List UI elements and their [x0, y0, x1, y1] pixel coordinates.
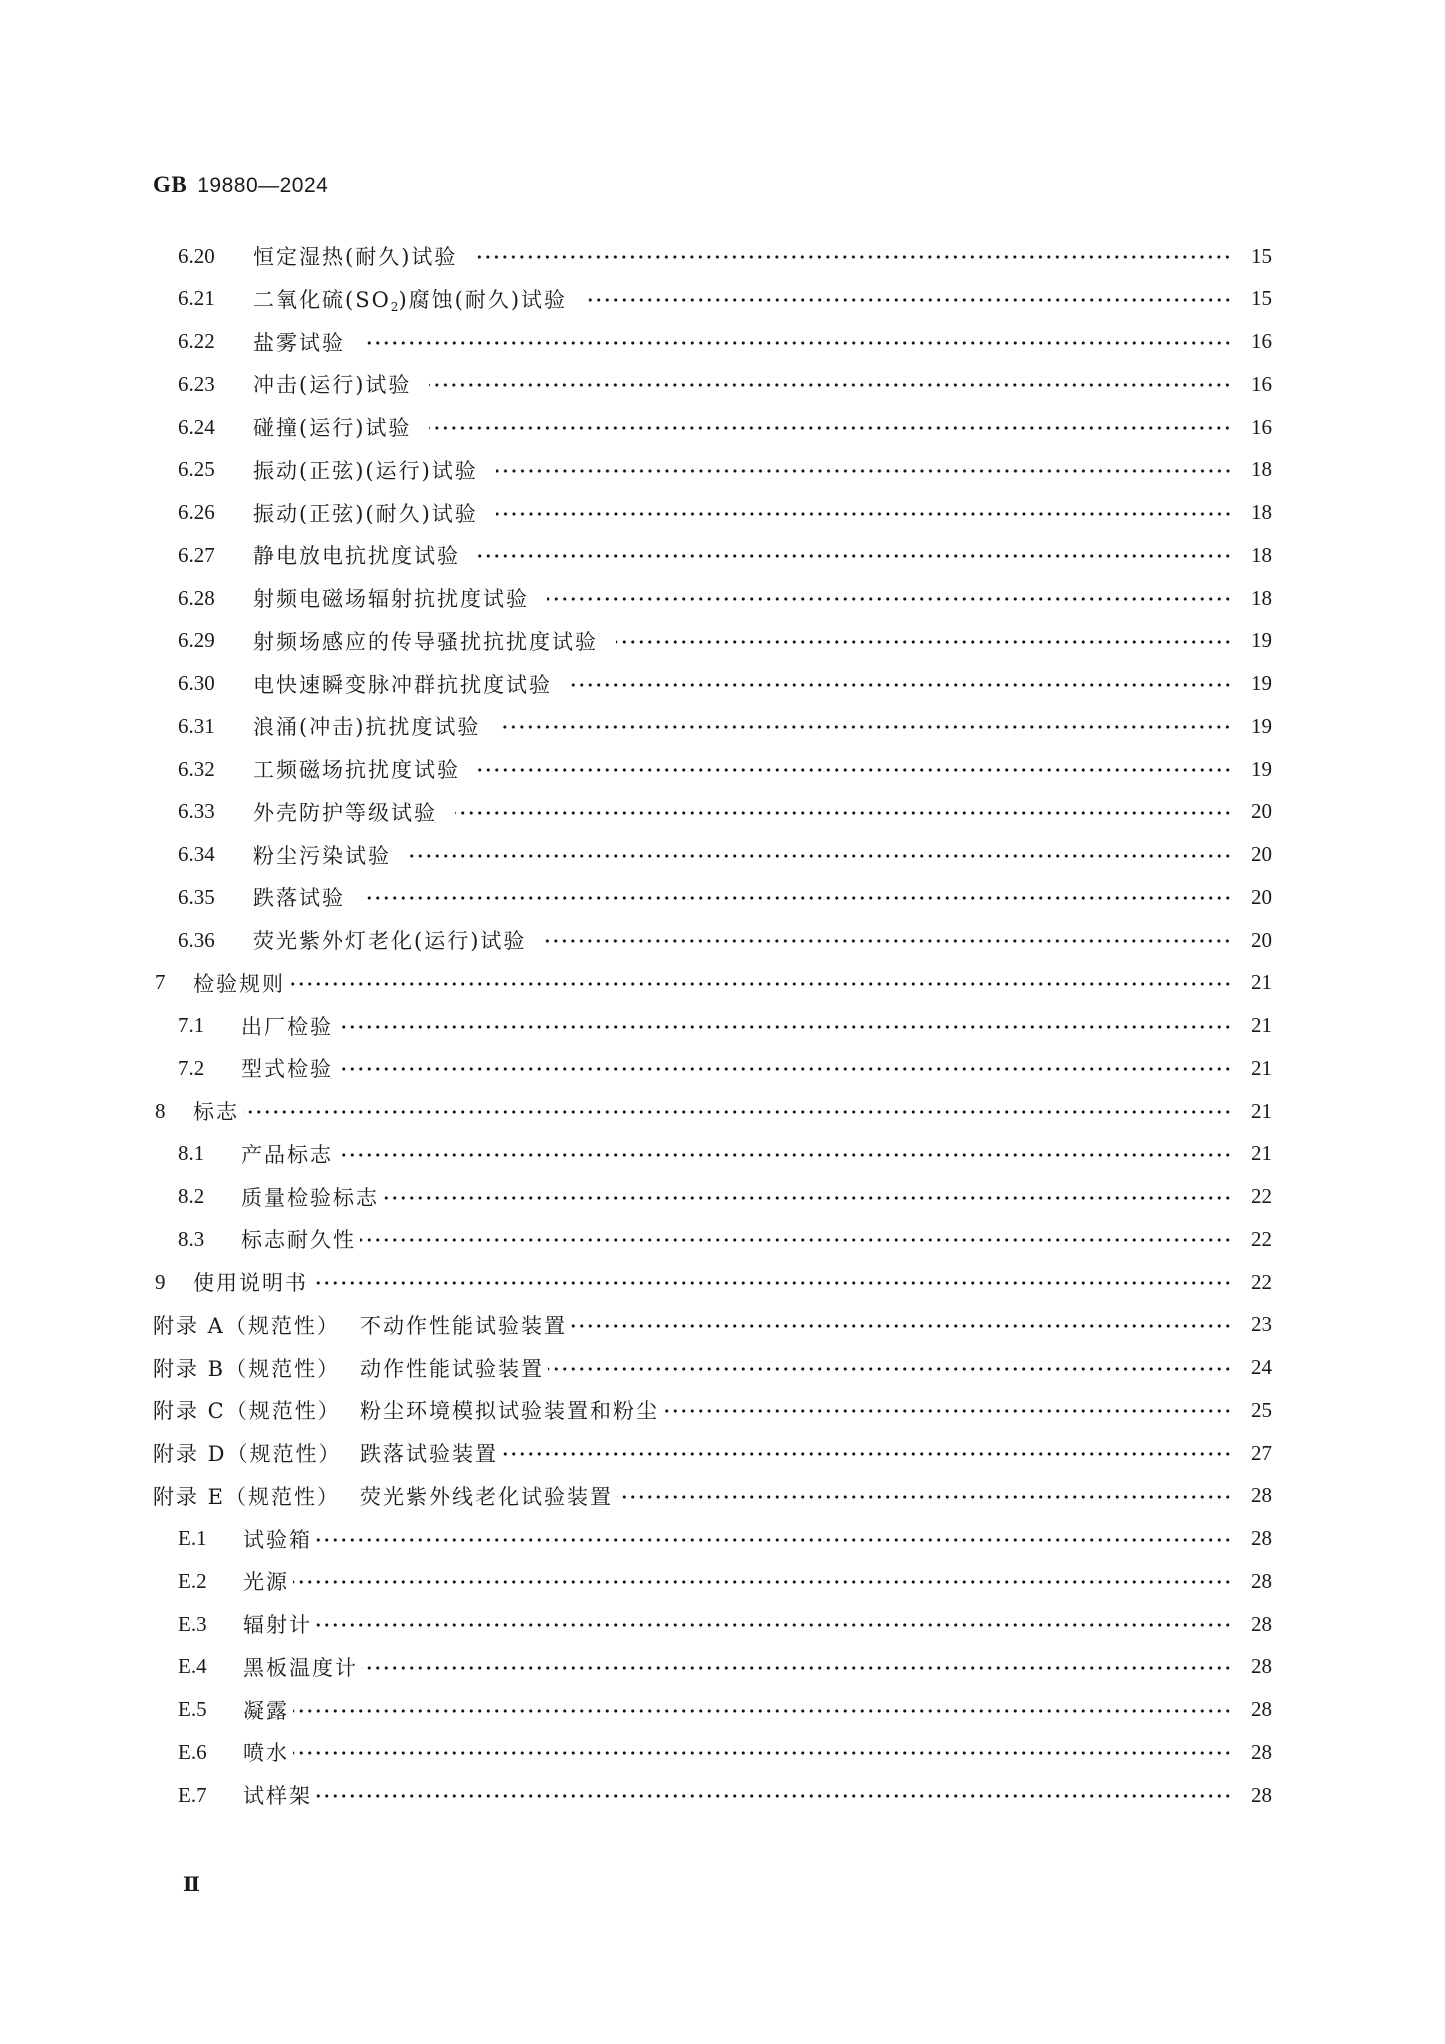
toc-entry[interactable] [0, 1775, 1445, 1815]
toc-entry-number: 6.26 [178, 500, 215, 524]
document-header [153, 172, 328, 198]
dot-leader [360, 1238, 1232, 1242]
dot-leader [502, 1452, 1232, 1456]
toc-entry-number: E.3 [178, 1611, 207, 1636]
toc-entry-number: 6.21 [178, 286, 215, 311]
toc-entry-number: 6.27 [178, 542, 215, 567]
toc-entry-number: 6.20 [178, 243, 215, 268]
toc-entry-number: 7.1 [178, 1013, 205, 1037]
toc-entry-number: 6.35 [178, 884, 215, 909]
dot-leader [570, 683, 1232, 687]
toc-entry-title: 试验箱 [243, 1527, 312, 1552]
toc-entry-page: 19 [1251, 713, 1272, 738]
toc-entry-page: 20 [1251, 799, 1272, 824]
toc-entry-page: 15 [1251, 243, 1272, 268]
toc-entry-title: 标志耐久性 [241, 1228, 356, 1253]
toc-entry-page: 21 [1251, 970, 1272, 995]
toc-entry-number: E.6 [178, 1739, 207, 1764]
toc-entry[interactable] [0, 407, 1445, 447]
toc-entry-page: 28 [1251, 1654, 1272, 1679]
dot-leader [585, 298, 1232, 302]
dot-leader [337, 1067, 1232, 1071]
toc-entry-title: 跌落试验 [253, 886, 345, 911]
toc-entry-number: 8.1 [178, 1141, 205, 1166]
toc-entry-title: 质量检验标志 [241, 1185, 379, 1210]
dot-leader [571, 1324, 1232, 1328]
toc-entry-number: 6.24 [178, 414, 215, 439]
toc-entry-title: 外壳防护等级试验 [253, 800, 437, 825]
toc-entry-page: 22 [1251, 1269, 1272, 1294]
toc-entry[interactable] [0, 1647, 1445, 1687]
toc-entry-title: 盐雾试验 [253, 330, 345, 355]
toc-entry-number: 6.25 [178, 457, 215, 482]
toc-entry-number: 8 [155, 1098, 166, 1123]
toc-entry[interactable] [0, 963, 1445, 1003]
toc-entry[interactable] [0, 920, 1445, 960]
toc-entry-title: 跌落试验装置 [360, 1442, 498, 1466]
toc-entry[interactable] [0, 364, 1445, 404]
toc-entry-title: 恒定湿热(耐久)试验 [253, 245, 458, 269]
toc-entry-number: 6.36 [178, 927, 215, 952]
toc-entry-number: 6.30 [178, 671, 215, 695]
toc-entry-title: 静电放电抗扰度试验 [253, 544, 460, 569]
toc-entry-number: 6.32 [178, 756, 215, 781]
toc-entry-title: 产品标志 [241, 1142, 333, 1167]
toc-entry[interactable] [0, 1390, 1445, 1430]
toc-entry-number: 9 [155, 1269, 166, 1294]
toc-entry-title: 标志 [193, 1100, 239, 1124]
toc-entry-title: 二氧化硫$(SO_2)$腐蚀(耐久)试验 [253, 287, 568, 314]
toc-entry[interactable] [0, 1006, 1445, 1046]
toc-entry-title: 碰撞(运行)试验 [253, 416, 412, 440]
toc-entry-title: 辐射计 [243, 1613, 312, 1637]
toc-entry[interactable] [0, 236, 1445, 276]
toc-entry-page: 19 [1251, 756, 1272, 781]
dot-leader [663, 1409, 1232, 1413]
toc-entry-page: 15 [1251, 286, 1272, 311]
toc-entry-page: 21 [1251, 1013, 1272, 1037]
toc-entry-title: 射频场感应的传导骚扰抗扰度试验 [253, 629, 598, 654]
toc-entry[interactable] [0, 279, 1445, 319]
toc-entry-title: 冲击(运行)试验 [253, 373, 412, 398]
toc-entry-page: 19 [1251, 628, 1272, 653]
toc-entry-title: 出厂检验 [241, 1014, 333, 1039]
toc-entry[interactable] [0, 1433, 1445, 1473]
toc-entry[interactable] [0, 535, 1445, 575]
toc-entry-title: 型式检验 [241, 1057, 333, 1082]
toc-entry-page: 28 [1251, 1483, 1272, 1508]
toc-entry[interactable] [0, 1305, 1445, 1345]
toc-entry-number: 6.28 [178, 585, 215, 610]
dot-leader [362, 1666, 1232, 1670]
dot-leader [544, 939, 1232, 943]
toc-entry[interactable] [0, 578, 1445, 618]
toc-entry-page: 21 [1251, 1055, 1272, 1080]
toc-entry-title: 振动(正弦)(耐久)试验 [253, 501, 478, 526]
dot-leader [363, 341, 1232, 345]
toc-entry[interactable] [0, 1348, 1445, 1388]
toc-entry-number: 6.23 [178, 371, 215, 396]
dot-leader [293, 1580, 1232, 1584]
dot-leader [312, 1281, 1232, 1285]
toc-entry-number: 6.34 [178, 842, 215, 866]
toc-entry-page: 20 [1251, 927, 1272, 952]
toc-entry-page: 21 [1251, 1141, 1272, 1166]
toc-entry[interactable] [0, 322, 1445, 362]
toc-entry[interactable] [0, 1048, 1445, 1088]
toc-entry[interactable] [0, 621, 1445, 661]
toc-entry-title: 浪涌(冲击)抗扰度试验 [253, 715, 481, 740]
dot-leader [496, 469, 1232, 473]
dot-leader [383, 1196, 1232, 1200]
dot-leader [293, 1709, 1232, 1713]
toc-entry-title: 光源 [243, 1570, 289, 1595]
toc-entry-number: E.2 [178, 1568, 207, 1593]
toc-entry[interactable] [0, 749, 1445, 789]
toc-entry-number: 附录 E（规范性） [153, 1484, 341, 1509]
toc-entry-page: 25 [1251, 1397, 1272, 1422]
toc-entry-title: 喷水 [243, 1741, 289, 1766]
toc-entry[interactable] [0, 1091, 1445, 1131]
toc-entry-number: 附录 C（规范性） [153, 1399, 341, 1424]
toc-entry-title: 射频电磁场辐射抗扰度试验 [253, 587, 529, 611]
toc-entry-number: 6.29 [178, 628, 215, 653]
toc-entry-title: 试样架 [243, 1784, 312, 1808]
dot-leader [496, 512, 1232, 516]
dot-leader [548, 1367, 1232, 1371]
toc-entry[interactable] [0, 1177, 1445, 1217]
toc-entry-number: 附录 A（规范性） [153, 1313, 340, 1338]
toc-entry-page: 18 [1251, 542, 1272, 567]
toc-entry-title: 工频磁场抗扰度试验 [253, 758, 460, 782]
toc-entry[interactable] [0, 792, 1445, 832]
toc-entry-number: 7 [155, 970, 166, 995]
toc-entry-page: 22 [1251, 1226, 1272, 1251]
dot-leader [316, 1538, 1232, 1542]
toc-entry-title: 粉尘污染试验 [253, 843, 391, 868]
toc-entry[interactable] [0, 1476, 1445, 1516]
dot-leader [243, 1110, 1232, 1114]
toc-entry[interactable] [0, 877, 1445, 917]
toc-entry-title: 电快速瞬变脉冲群抗扰度试验 [253, 672, 552, 697]
toc-entry[interactable] [0, 1219, 1445, 1259]
toc-entry[interactable] [0, 1134, 1445, 1174]
toc-entry[interactable] [0, 493, 1445, 533]
toc-entry[interactable] [0, 706, 1445, 746]
toc-entry-page: 19 [1251, 671, 1272, 695]
toc-entry-number: E.7 [178, 1782, 207, 1807]
toc-entry-title: 使用说明书 [193, 1271, 308, 1295]
dot-leader [616, 640, 1232, 644]
toc-entry[interactable] [0, 1561, 1445, 1601]
toc-entry-title: 凝露 [243, 1698, 289, 1723]
toc-entry-page: 28 [1251, 1611, 1272, 1636]
toc-entry-number: E.5 [178, 1697, 207, 1721]
toc-entry-page: 18 [1251, 457, 1272, 482]
dot-leader [617, 1495, 1232, 1499]
dot-leader [337, 1153, 1232, 1157]
toc-entry-number: 附录 B（规范性） [153, 1356, 341, 1381]
dot-leader [547, 597, 1232, 601]
toc-entry-page: 23 [1251, 1312, 1272, 1337]
toc-entry-title: 不动作性能试验装置 [360, 1313, 567, 1338]
toc-entry[interactable] [0, 1519, 1445, 1559]
toc-entry-title: 检验规则 [193, 971, 285, 996]
toc-entry-number: E.1 [178, 1526, 207, 1550]
toc-entry-number: 6.22 [178, 329, 215, 353]
toc-entry[interactable] [0, 664, 1445, 704]
toc-entry-page: 28 [1251, 1739, 1272, 1764]
toc-entry-page: 18 [1251, 500, 1272, 524]
dot-leader [478, 768, 1232, 772]
dot-leader [293, 1751, 1232, 1755]
toc-entry-title: 动作性能试验装置 [360, 1356, 544, 1381]
toc-entry-page: 21 [1251, 1098, 1272, 1123]
dot-leader [316, 1623, 1232, 1627]
toc-entry-number: E.4 [178, 1654, 207, 1679]
toc-entry-page: 16 [1251, 414, 1272, 439]
dot-leader [475, 255, 1232, 259]
toc-entry[interactable] [0, 450, 1445, 490]
toc-entry-number: 8.3 [178, 1226, 205, 1251]
toc-entry-title: 粉尘环境模拟试验装置和粉尘 [360, 1399, 659, 1424]
toc-entry-number: 6.33 [178, 799, 215, 824]
toc-entry[interactable] [0, 1262, 1445, 1302]
toc-entry-page: 16 [1251, 371, 1272, 396]
toc-entry-number: 6.31 [178, 713, 215, 738]
toc-entry-page: 20 [1251, 884, 1272, 909]
toc-entry-page: 20 [1251, 842, 1272, 866]
dot-leader [316, 1794, 1232, 1798]
page-number-footer: Ⅱ [183, 1874, 200, 1896]
dot-leader [429, 383, 1232, 387]
toc-entry-number: 7.2 [178, 1055, 205, 1080]
toc-entry-page: 28 [1251, 1526, 1272, 1550]
toc-entry-title: 荧光紫外灯老化(运行)试验 [253, 929, 527, 953]
toc-entry-title: 黑板温度计 [243, 1655, 358, 1680]
toc-entry-page: 28 [1251, 1568, 1272, 1593]
toc-entry-number: 附录 D（规范性） [153, 1442, 342, 1466]
toc-entry-title: 荧光紫外线老化试验装置 [360, 1484, 613, 1509]
standard-number: 19880—2024 [197, 174, 329, 197]
toc-entry-page: 28 [1251, 1697, 1272, 1721]
toc-entry-page: 24 [1251, 1355, 1272, 1379]
toc-entry[interactable] [0, 1604, 1445, 1644]
toc-entry-number: 8.2 [178, 1184, 205, 1208]
toc-entry-title: 振动(正弦)(运行)试验 [253, 458, 478, 483]
dot-leader [337, 1025, 1232, 1029]
toc-entry-page: 18 [1251, 585, 1272, 610]
toc-entry[interactable] [0, 835, 1445, 875]
toc-entry-page: 27 [1251, 1440, 1272, 1465]
toc-entry-page: 16 [1251, 329, 1272, 353]
toc-entry[interactable] [0, 1690, 1445, 1730]
toc-entry-page: 22 [1251, 1184, 1272, 1208]
dot-leader [289, 982, 1232, 986]
toc-entry-page: 28 [1251, 1782, 1272, 1807]
dot-leader [429, 426, 1232, 430]
dot-leader [363, 896, 1232, 900]
dot-leader [498, 725, 1232, 729]
dot-leader [455, 811, 1232, 815]
dot-leader [409, 854, 1232, 858]
standard-prefix: GB [153, 172, 188, 197]
dot-leader [478, 554, 1232, 558]
toc-entry[interactable] [0, 1732, 1445, 1772]
